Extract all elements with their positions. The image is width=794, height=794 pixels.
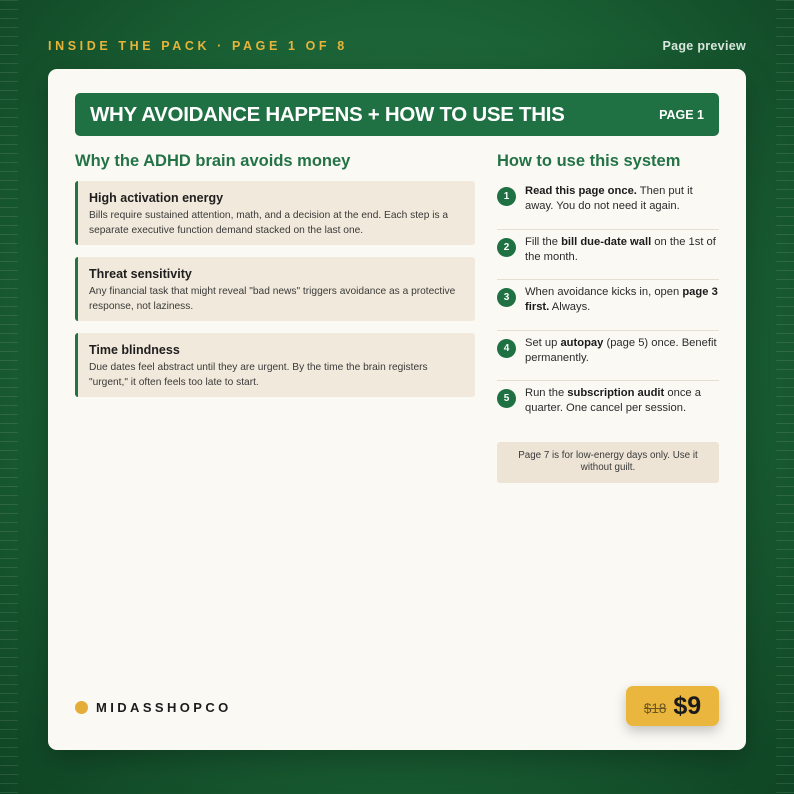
step-emphasis: autopay (560, 336, 604, 349)
step-item (497, 331, 719, 382)
price-tag (626, 686, 719, 726)
sale-price: $9 (673, 691, 702, 720)
reason-list (75, 181, 475, 397)
page-header-banner (75, 93, 719, 136)
brand-name: MIDASSHOPCO (96, 700, 232, 715)
step-text: Fill the bill due-date wall on the 1st of the month. (525, 235, 716, 263)
left-edge-stripes (0, 0, 18, 794)
step-list (497, 179, 719, 432)
step-emphasis: bill due-date wall (561, 235, 652, 248)
reason-body: Bills require sustained attention, math, and a decision at the end. Each step is a separate executive function demand stacked on the last one. (89, 210, 449, 236)
step-emphasis: subscription audit (567, 387, 665, 399)
page-preview-card (48, 69, 746, 750)
instructions-column (497, 152, 719, 483)
step-emphasis: Read this page once. (525, 185, 637, 197)
step-number-badge: 5 (497, 389, 516, 408)
instructions-heading: How to use this system (497, 152, 681, 170)
top-bar (48, 38, 746, 54)
original-price: $18 (643, 700, 667, 716)
reason-callout (75, 257, 475, 321)
reasons-column (75, 152, 475, 409)
low-energy-note: Page 7 is for low-energy days only. Use it without guilt. (497, 442, 719, 483)
page-preview-label: Page preview (662, 39, 746, 53)
step-text: Run the subscription audit once a quarter. One cancel per session. (525, 387, 701, 414)
step-number-badge: 1 (497, 187, 516, 206)
step-number-badge: 4 (497, 339, 516, 358)
step-text: Set up autopay (page 5) once. Benefit permanently. (525, 336, 717, 364)
page-number-label: PAGE 1 (659, 107, 704, 122)
reason-callout (75, 181, 475, 245)
step-item (497, 381, 719, 432)
step-item (497, 280, 719, 331)
step-emphasis: page 3 first. (525, 286, 718, 313)
step-text: When avoidance kicks in, open page 3 first. Always. (525, 286, 718, 313)
pack-page-indicator: INSIDE THE PACK · PAGE 1 OF 8 (48, 39, 348, 53)
step-item (497, 179, 719, 230)
step-text: Read this page once. Then put it away. You do not need it again. (525, 185, 693, 212)
brand-dot-icon (75, 701, 88, 714)
reason-body: Any financial task that might reveal "bad news" triggers avoidance as a protective response, not laziness. (89, 286, 456, 312)
step-number-badge: 3 (497, 288, 516, 307)
reason-title: Threat sensitivity (89, 267, 192, 281)
step-item (497, 230, 719, 281)
page-title: WHY AVOIDANCE HAPPENS + HOW TO USE THIS (90, 102, 565, 126)
reasons-heading: Why the ADHD brain avoids money (75, 152, 351, 170)
reason-title: High activation energy (89, 191, 224, 205)
brand-mark (75, 700, 232, 715)
right-edge-stripes (776, 0, 794, 794)
reason-callout (75, 333, 475, 397)
reason-body: Due dates feel abstract until they are urgent. By the time the brain registers "urgent," it often feels too late to start. (89, 362, 428, 388)
reason-title: Time blindness (89, 343, 180, 357)
step-number-badge: 2 (497, 238, 516, 257)
